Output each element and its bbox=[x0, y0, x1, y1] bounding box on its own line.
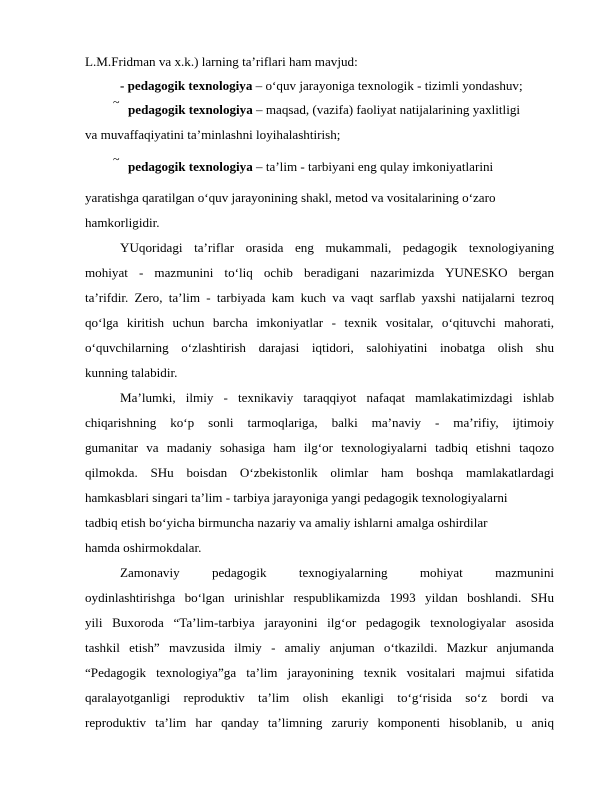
definition-text: – maqsad, (vazifa) faoliyat natijalarining yaxlitligi bbox=[252, 102, 521, 117]
term-bold: - pedagogik texnologiya bbox=[120, 78, 253, 93]
definition-line-3 bbox=[128, 159, 554, 175]
definition-line-2 bbox=[128, 102, 554, 118]
tilde-bullet-icon: ~ bbox=[113, 152, 120, 166]
text-line: L.M.Fridman va x.k.) larning ta’riflari ham mavjud: bbox=[85, 54, 358, 69]
paragraph-first-line: Zamonaviy pedagogik texnogiyalarning mohiyat mazmunini bbox=[120, 565, 554, 580]
text-line: kunning talabidir. bbox=[85, 365, 178, 380]
text-line: chiqarishning ko‘p sonli tarmoqlariga, balki ma’naviy - ma’rifiy, ijtimoiy bbox=[85, 415, 554, 430]
definition-line-1 bbox=[120, 78, 554, 94]
term-bold: pedagogik texnologiya bbox=[128, 159, 253, 174]
text-line: tadbiq etish bo‘yicha birmuncha nazariy va amaliy ishlarni amalga oshirdilar bbox=[85, 515, 488, 530]
text-line: yaratishga qaratilgan o‘quv jarayonining shakl, metod va vositalarining o‘zaro bbox=[85, 190, 496, 205]
text-line: ta’rifdir. Zero, ta’lim - tarbiyada kam kuch va vaqt sarflab yaxshi natijalarni tezroq bbox=[85, 290, 554, 305]
text-line: hamkorligidir. bbox=[85, 215, 160, 230]
paragraph-first-line: Ma’lumki, ilmiy - texnikaviy taraqqiyot nafaqat mamlakatimizdagi ishlab bbox=[120, 390, 554, 405]
text-line: hamkasblari singari ta’lim - tarbiya jarayoniga yangi pedagogik texnologiyalarni bbox=[85, 490, 508, 505]
text-line: mohiyat - mazmunini to‘liq ochib beradigani nazarimizda YUNESKO bergan bbox=[85, 265, 554, 280]
text-line: qo‘lga kiritish uchun barcha imkoniyatlar - texnik vositalar, o‘qituvchi mahorati, bbox=[85, 315, 554, 330]
text-line: tashkil etish” mavzusida ilmiy - amaliy anjuman o‘tkazildi. Mazkur anjumanda bbox=[85, 640, 554, 655]
term-bold: pedagogik texnologiya bbox=[128, 102, 253, 117]
definition-text: – o‘quv jarayoniga texnologik - tizimli yondashuv; bbox=[252, 78, 523, 93]
text-line: reproduktiv ta’lim har qanday ta’limning zaruriy komponenti hisoblanib, u aniq bbox=[85, 715, 554, 730]
paragraph-first-line: YUqoridagi ta’riflar orasida eng mukammali, pedagogik texnologiyaning bbox=[120, 240, 554, 255]
text-line: qilmokda. SHu boisdan O‘zbekistonlik olimlar ham boshqa mamlakatlardagi bbox=[85, 465, 554, 480]
definition-text: – ta’lim - tarbiyani eng qulay imkoniyatlarini bbox=[252, 159, 494, 174]
tilde-bullet-icon: ~ bbox=[113, 95, 120, 109]
text-line: gumanitar va madaniy sohasiga ham ilg‘or texnologiyalarni tadbiq etishni taqozo bbox=[85, 440, 554, 455]
text-line: “Pedagogik texnologiya”ga ta’lim jarayonining texnik vositalari majmui sifatida bbox=[85, 665, 554, 680]
text-line: oydinlashtirishga bo‘lgan urinishlar respublikamizda 1993 yildan boshlandi. SHu bbox=[85, 590, 554, 605]
text-line: qaralayotganligi reproduktiv ta’lim olish ekanligi to‘g‘risida so‘z bordi va bbox=[85, 690, 554, 705]
text-line: va muvaffaqiyatini ta’minlashni loyihalashtirish; bbox=[85, 127, 341, 142]
text-line: o‘quvchilarning o‘zlashtirish darajasi iqtidori, salohiyatini inobatga olish shu bbox=[85, 340, 554, 355]
text-line: hamda oshirmokdalar. bbox=[85, 540, 202, 555]
text-line: yili Buxoroda “Ta’lim-tarbiya jarayonini ilg‘or pedagogik texnologiyalar asosida bbox=[85, 615, 554, 630]
